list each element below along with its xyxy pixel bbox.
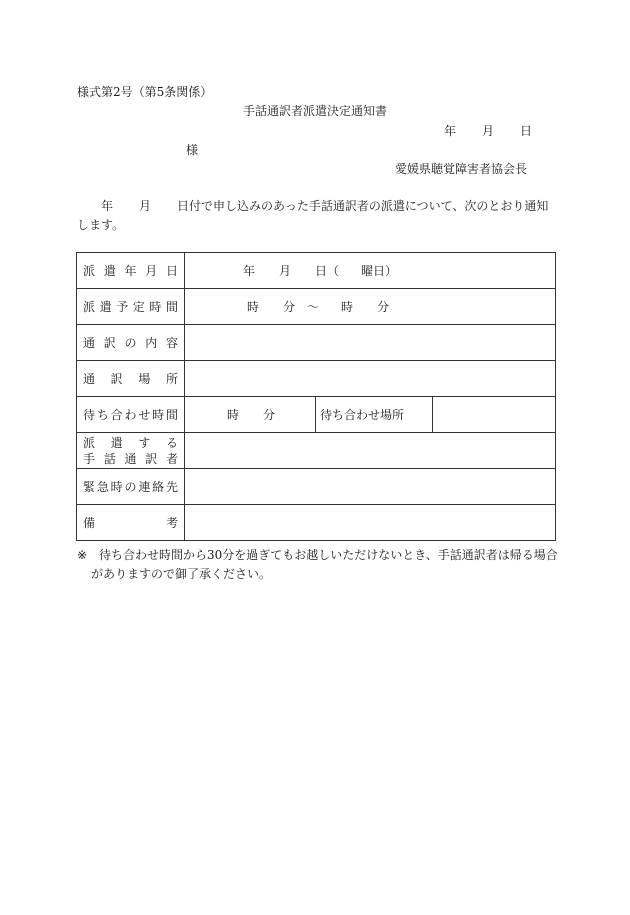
label-char: 所 <box>165 372 178 386</box>
value-place[interactable] <box>185 361 556 397</box>
label-dispatch-time <box>77 289 185 325</box>
label-char: 時 <box>149 300 162 314</box>
label-char: 派 <box>83 264 96 278</box>
label-char: す <box>138 435 151 450</box>
label-char: 待 <box>83 408 96 422</box>
note-line-2: がありますので御了承ください。 <box>91 567 272 581</box>
label-char: 内 <box>145 336 158 350</box>
label-char: の <box>124 336 137 350</box>
label-char: の <box>124 480 137 494</box>
label-char: 話 <box>103 451 116 466</box>
label-char: 予 <box>116 300 129 314</box>
label-place <box>77 361 185 397</box>
value-dispatch-time[interactable] <box>185 289 556 325</box>
row-dispatch-time <box>77 289 556 325</box>
date-weekday: 曜日） <box>361 264 398 278</box>
label-char: わ <box>124 408 137 422</box>
label-char: 定 <box>132 300 145 314</box>
label-char: 備 <box>83 516 96 530</box>
row-content <box>77 325 556 361</box>
label-char: 遣 <box>103 264 116 278</box>
value-meeting-time[interactable] <box>191 397 316 432</box>
dispatch-table <box>76 252 556 541</box>
label-char: ち <box>96 408 109 422</box>
row-remarks <box>77 505 556 541</box>
label-char: 遣 <box>99 300 112 314</box>
body-text <box>77 197 557 235</box>
value-dispatch-date[interactable] <box>185 253 556 289</box>
label-char: る <box>165 435 178 450</box>
body-year: 年 <box>101 199 114 213</box>
row-emergency <box>77 469 556 505</box>
label-meeting-place: 待ち合わせ場所 <box>316 397 433 432</box>
issue-month: 月 <box>482 124 495 138</box>
label-char: 訳 <box>145 451 158 466</box>
row-dispatch-date <box>77 253 556 289</box>
label-char: 派 <box>83 300 96 314</box>
label-char: 容 <box>165 336 178 350</box>
label-char: 先 <box>165 480 178 494</box>
note-line-1: 待ち合わせ時間から30分を過ぎてもお越しいただけないとき、手話通訳者は帰る場合 <box>99 548 558 562</box>
label-meeting-time <box>77 397 185 433</box>
addressee: 様 <box>186 143 199 157</box>
value-interpreter[interactable] <box>185 433 556 469</box>
label-emergency <box>77 469 185 505</box>
label-char: 急 <box>96 480 109 494</box>
start-minute: 分 <box>283 300 296 314</box>
issue-year: 年 <box>444 124 457 138</box>
label-interpreter <box>77 433 185 469</box>
date-day: 日（ <box>315 264 340 278</box>
meeting-hour: 時 <box>227 408 240 422</box>
label-char: 間 <box>165 300 178 314</box>
issue-date <box>444 123 532 139</box>
label-char: 者 <box>165 451 178 466</box>
time-range-tilde: ～ <box>307 300 320 314</box>
label-char: 日 <box>165 264 178 278</box>
label-char: 訳 <box>110 372 123 386</box>
label-char: 合 <box>110 408 123 422</box>
label-char: 遣 <box>110 435 123 450</box>
row-meeting <box>77 397 556 433</box>
label-char: 通 <box>83 372 96 386</box>
meeting-minute: 分 <box>263 408 276 422</box>
label-char: せ <box>138 408 151 422</box>
label-char: 手 <box>83 451 96 466</box>
value-meeting <box>185 397 556 433</box>
label-remarks <box>77 505 185 541</box>
label-char: 訳 <box>103 336 116 350</box>
form-number: 様式第2号（第5条関係） <box>77 85 213 99</box>
label-char: 考 <box>165 516 178 530</box>
date-year: 年 <box>243 264 256 278</box>
label-char: 時 <box>110 480 123 494</box>
body-sentence: 日付で申し込みのあった手話通訳者の派遣について、次のとおり通知します。 <box>77 199 549 232</box>
start-hour: 時 <box>247 300 260 314</box>
value-meeting-place[interactable] <box>433 397 549 432</box>
value-emergency[interactable] <box>185 469 556 505</box>
document-title: 手話通訳者派遣決定通知書 <box>242 104 387 118</box>
label-char: 通 <box>124 451 137 466</box>
label-char: 緊 <box>83 480 96 494</box>
row-place <box>77 361 556 397</box>
date-month: 月 <box>279 264 292 278</box>
label-char: 年 <box>124 264 137 278</box>
label-content <box>77 325 185 361</box>
value-remarks[interactable] <box>185 505 556 541</box>
end-hour: 時 <box>341 300 354 314</box>
body-month: 月 <box>139 199 152 213</box>
label-char: 月 <box>145 264 158 278</box>
note-mark: ※ <box>77 548 88 562</box>
issuer: 愛媛県聴覚障害者協会長 <box>394 162 527 176</box>
label-char: 場 <box>138 372 151 386</box>
label-char: 派 <box>83 435 96 450</box>
label-char: 連 <box>138 480 151 494</box>
label-char: 時 <box>152 408 165 422</box>
footnote <box>77 546 563 584</box>
value-content[interactable] <box>185 325 556 361</box>
label-char: 絡 <box>152 480 165 494</box>
end-minute: 分 <box>377 300 390 314</box>
row-interpreter <box>77 433 556 469</box>
label-dispatch-date <box>77 253 185 289</box>
label-char: 通 <box>83 336 96 350</box>
label-char: 間 <box>165 408 178 422</box>
issue-day: 日 <box>520 124 533 138</box>
